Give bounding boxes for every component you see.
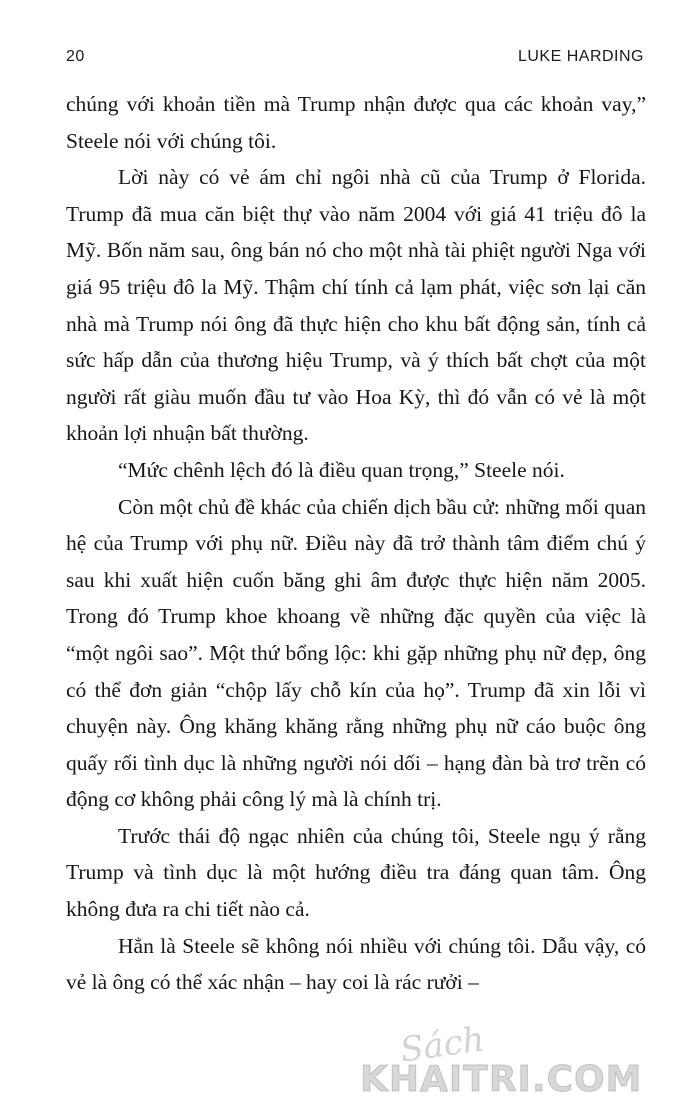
paragraph: Trước thái độ ngạc nhiên của chúng tôi, Steele ngụ ý rằng Trump và tình dục là một hướng điều tra đáng quan tâm. Ông không đưa ra chi tiết nào cả.	[66, 823, 646, 922]
page-header	[66, 48, 644, 74]
paragraph: Hẳn là Steele sẽ không nói nhiều với chúng tôi. Dẫu vậy, có vẻ là ông có thể xác nhận – hay coi là rác rưởi –	[66, 933, 646, 995]
paragraph: Lời này có vẻ ám chỉ ngôi nhà cũ của Trump ở Florida. Trump đã mua căn biệt thự vào năm 2004 với giá 41 triệu đô la Mỹ. Bốn năm sau, ông bán nó cho một nhà tài phiệt người Nga với giá 95 triệu đô la Mỹ. Thậm chí tính cả lạm phát, việc sơn lại căn nhà mà Trump nói ông đã thực hiện cho khu bất động sản, tính cả sức hấp dẫn của thương hiệu Trump, và ý thích bất chợt của một người rất giàu muốn đầu tư vào Hoa Kỳ, thì đó vẫn có vẻ là một khoản lợi nhuận bất thường.	[66, 165, 646, 446]
paragraph: chúng với khoản tiền mà Trump nhận được qua các khoản vay,” Steele nói với chúng tôi.	[66, 92, 646, 153]
watermark-script: Sách	[397, 1019, 487, 1071]
running-head-author: LUKE HARDING	[517, 48, 644, 65]
watermark-url: KHAITRI.COM	[360, 1059, 643, 1100]
body-text	[66, 86, 646, 1001]
page-number: 20	[66, 48, 85, 65]
paragraph: Còn một chủ đề khác của chiến dịch bầu cử: những mối quan hệ của Trump với phụ nữ. Điều này đã trở thành tâm điểm chú ý sau khi xuất hiện cuốn băng ghi âm được thực hiện năm 2005. Trong đó Trump khoe khoang về những đặc quyền của việc là “một ngôi sao”. Một thứ bổng lộc: khi gặp những phụ nữ đẹp, ông có thể đơn giản “chộp lấy chỗ kín của họ”. Trump đã xin lỗi vì chuyện này. Ông khăng khăng rằng những phụ nữ cáo buộc ông quấy rối tình dục là những người nói dối – hạng đàn bà trơ trẽn có động cơ không phải công lý mà là chính trị.	[66, 494, 646, 812]
paragraph: “Mức chênh lệch đó là điều quan trọng,” Steele nói.	[118, 457, 565, 482]
watermark-logo	[360, 1019, 680, 1110]
